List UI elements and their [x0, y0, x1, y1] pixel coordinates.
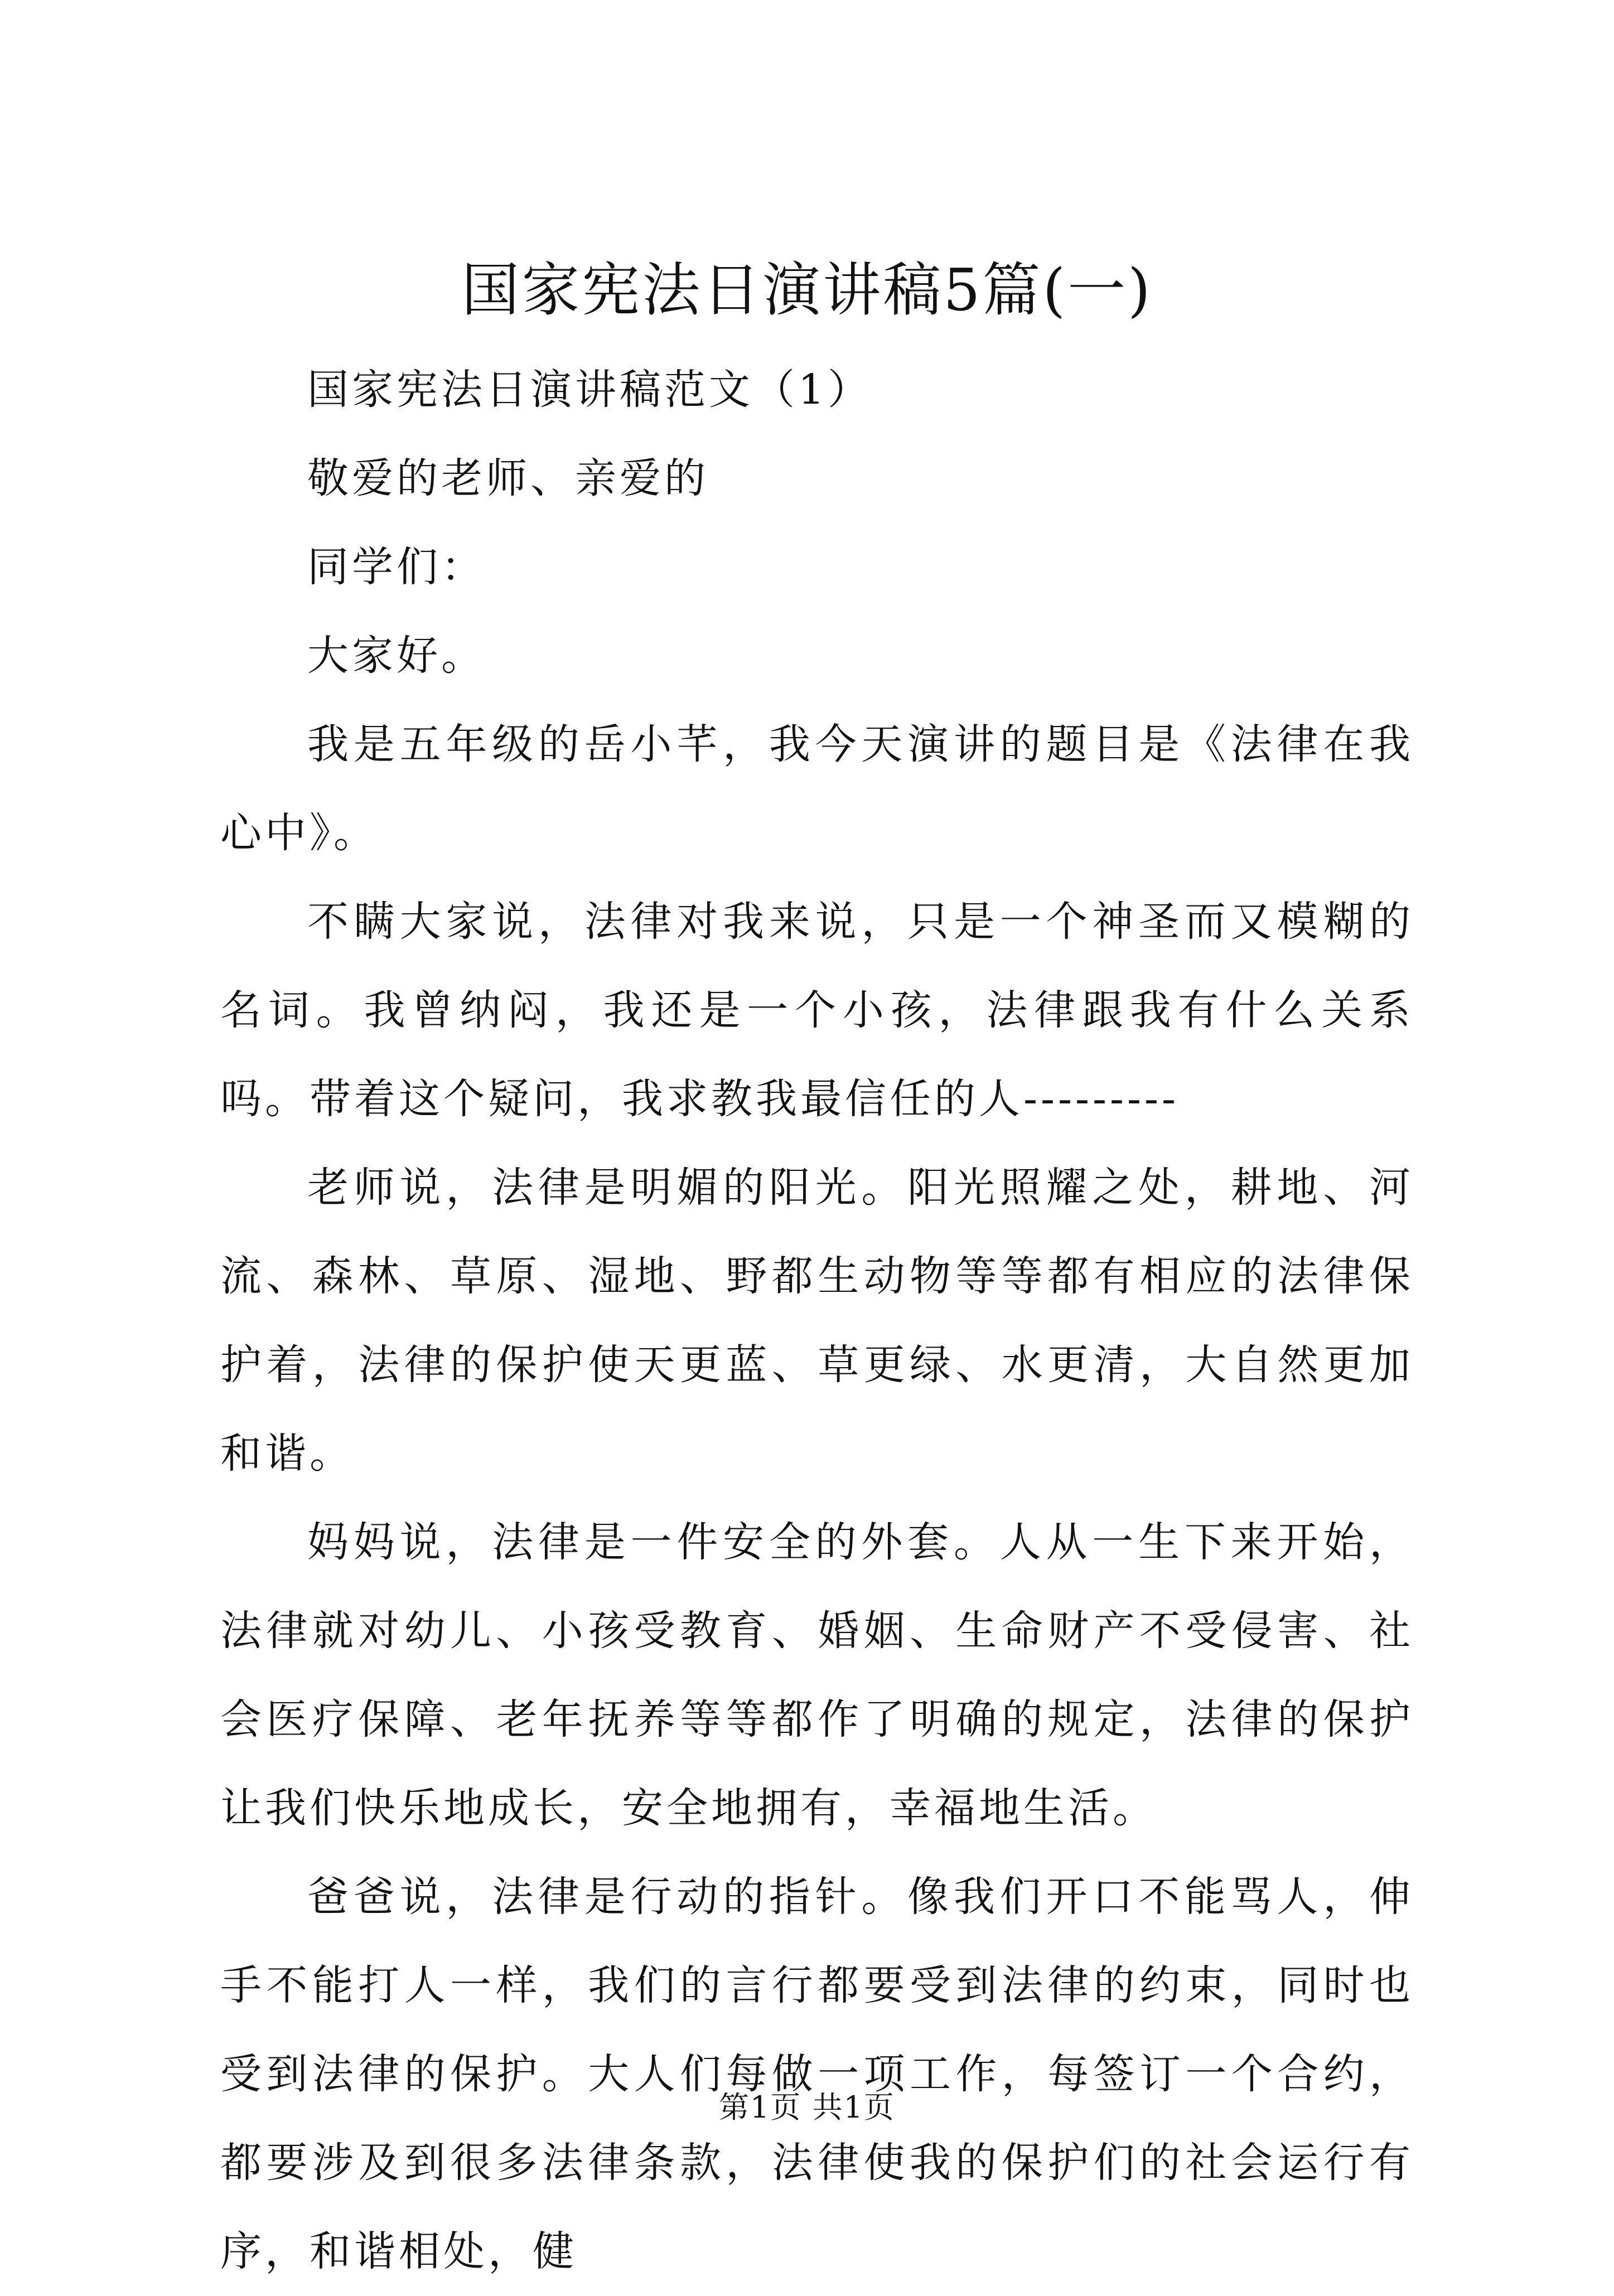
paragraph-greeting: 大家好。: [307, 632, 486, 680]
paragraph-heading: 国家宪法日演讲稿范文（1）: [307, 366, 873, 414]
page-footer: 第1页 共1页: [719, 2090, 895, 2125]
paragraph-question: 不瞒大家说，法律对我来说，只是一个神圣而又模糊的名词。我曾纳闷，我还是一个小孩，法律跟我有什么关系吗。带着这个疑问，我求教我最信任的人---------: [220, 898, 1414, 1123]
document-body: [220, 346, 1414, 2296]
paragraph-mother: 妈妈说，法律是一件安全的外套。人从一生下来开始，法律就对幼儿、小孩受教育、婚姻、生命财产不受侵害、社会医疗保障、老年抚养等等都作了明确的规定，法律的保护让我们快乐地成长，安全地拥有，幸福地生活。: [220, 1518, 1414, 1832]
paragraph-salutation-1: 敬爱的老师、亲爱的: [307, 454, 709, 502]
paragraph-salutation-2: 同学们：: [307, 543, 486, 591]
document-title: 国家宪法日演讲稿5篇(一): [461, 256, 1153, 324]
paragraph-teacher: 老师说，法律是明媚的阳光。阳光照耀之处，耕地、河流、森林、草原、湿地、野都生动物等等都有相应的法律保护着，法律的保护使天更蓝、草更绿、水更清，大自然更加和谐。: [220, 1164, 1414, 1478]
paragraph-introduction: 我是五年级的岳小芊，我今天演讲的题目是《法律在我心中》。: [220, 720, 1414, 857]
paragraph-father: 爸爸说，法律是行动的指针。像我们开口不能骂人，伸手不能打人一样，我们的言行都要受到法律的约束，同时也受到法律的保护。大人们每做一项工作，每签订一个合约，都要涉及到很多法律条款，法律使我的保护们的社会运行有序，和谐相处，健: [220, 1873, 1414, 2275]
